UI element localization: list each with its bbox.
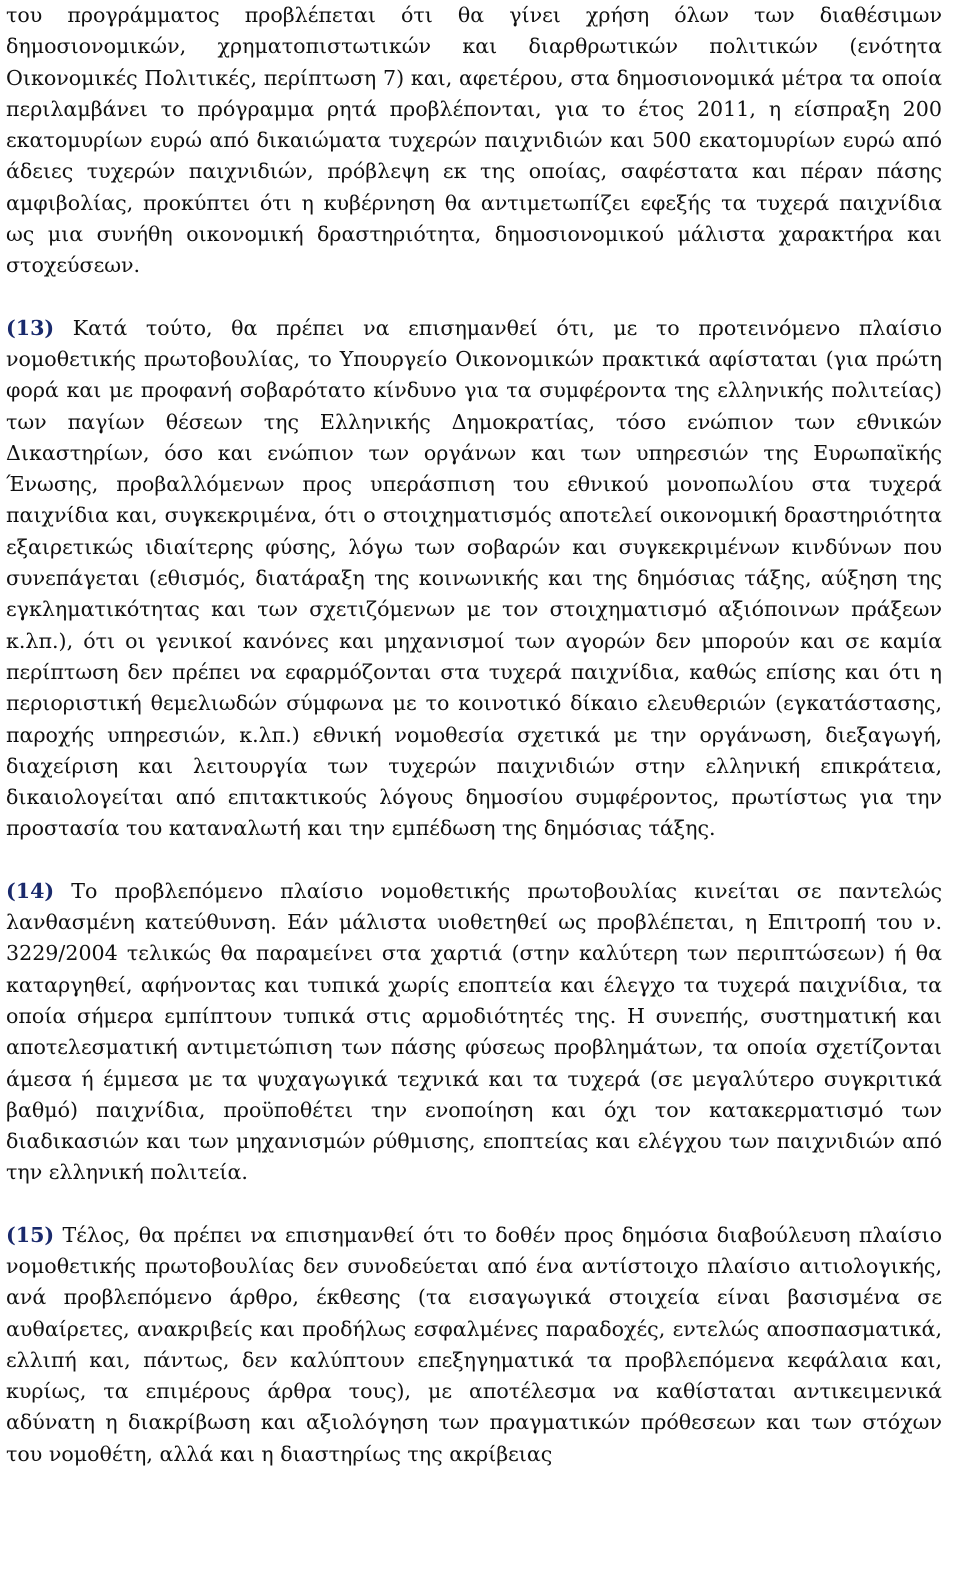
paragraph-text: Τέλος, θα πρέπει να επισημανθεί ότι το δοθέν προς δημόσια διαβούλευση πλαίσιο νομοθετικής πρωτοβουλίας δεν συνοδεύεται από ένα αντίστοιχο πλαίσιο αιτιολογικής, ανά προβλεπόμενο άρθρο, έκθεσης (τα εισαγωγικά στοιχεία είναι βασισμένα σε αυθαίρετες, ανακριβείς και προδήλως εσφαλμένες παραδοχές, εντελώς αποσπασματικά, ελλιπή και, πάντως, δεν καλύπτουν επεξηγηματικά τα προβλεπόμενα κεφάλαια και, κυρίως, τα επιμέρους άρθρα τους), με αποτέλεσμα να καθίσταται αντικειμενικά αδύνατη η διακρίβωση και αξιολόγηση των πραγματικών πρόθεσεων και των στόχων του νομοθέτη, αλλά και η διαστηρίως της ακρίβειας [6, 1222, 942, 1466]
paragraph-15 [6, 1220, 942, 1470]
paragraph-number: (15) [6, 1222, 55, 1247]
paragraph-13 [6, 313, 942, 845]
paragraph-text: Το προβλεπόμενο πλαίσιο νομοθετικής πρωτοβουλίας κινείται σε παντελώς λανθασμένη κατεύθυνση. Εάν μάλιστα υιοθετηθεί ως προβλέπεται, η Επιτροπή του ν. 3229/2004 τελικώς θα παραμείνει στα χαρτιά (στην καλύτερη των περιπτώσεων) ή θα καταργηθεί, αφήνοντας και τυπικά χωρίς εποπτεία και έλεγχο τα τυχερά παιχνίδια, τα οποία σήμερα εμπίπτουν τυπικά στις αρμοδιότητές της. Η συνεπής, συστηματική και αποτελεσματική αντιμετώπιση των πάσης φύσεως προβλημάτων, τα οποία σχετίζονται άμεσα ή έμμεσα με τα ψυχαγωγικά τεχνικά και τα τυχερά (σε μεγαλύτερο συγκριτικά βαθμό) παιχνίδια, προϋποθέτει την ενοποίηση και όχι τον κατακερματισμό των διαδικασιών και των μηχανισμών ρύθμισης, εποπτείας και ελέγχου των παιχνιδιών από την ελληνική πολιτεία. [6, 878, 942, 1185]
paragraph-text: του προγράμματος προβλέπεται ότι θα γίνει χρήση όλων των διαθέσιμων δημοσιονομικών, χρηματοπιστωτικών και διαρθρωτικών πολιτικών (ενότητα Οικονομικές Πολιτικές, περίπτωση 7) και, αφετέρου, στα δημοσιονομικά μέτρα τα οποία περιλαμβάνει το πρόγραμμα ρητά προβλέπονται, για το έτος 2011, η είσπραξη 200 εκατομυρίων ευρώ από δικαιώματα τυχερών παιχνιδιών και 500 εκατομυρίων ευρώ από άδειες τυχερών παιχνιδιών, πρόβλεψη εκ της οποίας, σαφέστατα και πέραν πάσης αμφιβολίας, προκύπτει ότι η κυβέρνηση θα αντιμετωπίζει εφεξής τα τυχερά παιχνίδια ως μια συνήθη οικονομική δραστηριότητα, δημοσιονομικού μάλιστα χαρακτήρα και στοχεύσεων. [6, 3, 942, 278]
paragraph-14 [6, 876, 942, 1189]
paragraph-number: (13) [6, 315, 55, 340]
document-page [6, 0, 942, 1470]
paragraph-text: Κατά τούτο, θα πρέπει να επισημανθεί ότι, με το προτεινόμενο πλαίσιο νομοθετικής πρωτοβουλίας, το Υπουργείο Οικονομικών πρακτικά αφίσταται (για πρώτη φορά και με προφανή σοβαρότατο κίνδυνο για τα συμφέροντα της ελληνικής πολιτείας) των παγίων θέσεων της Ελληνικής Δημοκρατίας, τόσο ενώπιον των εθνικών Δικαστηρίων, όσο και ενώπιον των οργάνων και των υπηρεσιών της Ευρωπαϊκής Ένωσης, προβαλλόμενων προς υπεράσπιση του εθνικού μονοπωλίου στα τυχερά παιχνίδια και, συγκεκριμένα, ότι ο στοιχηματισμός αποτελεί οικονομική δραστηριότητα εξαιρετικώς ιδιαίτερης φύσης, λόγω των σοβαρών και συγκεκριμένων κινδύνων που συνεπάγεται (εθισμός, διατάραξη της κοινωνικής και της δημόσιας τάξης, αύξηση της εγκληματικότητας και των σχετιζόμενων με τον στοιχηματισμό αξιόποινων πράξεων κ.λπ.), ότι οι γενικοί κανόνες και μηχανισμοί των αγορών δεν μπορούν και σε καμία περίπτωση δεν πρέπει να εφαρμόζονται στα τυχερά παιχνίδια, καθώς επίσης και ότι η περιοριστική θεμελιωδών σύμφωνα με το κοινοτικό δίκαιο ελευθεριών (εγκατάστασης, παροχής υπηρεσιών, κ.λπ.) εθνική νομοθεσία σχετικά με την οργάνωση, διεξαγωγή, διαχείριση και λειτουργία των τυχερών παιχνιδιών στην ελληνική επικράτεια, δικαιολογείται από επιτακτικούς λόγους δημοσίου συμφέροντος, πρωτίστως για την προστασία του καταναλωτή και την εμπέδωση της δημόσιας τάξης. [6, 315, 943, 841]
paragraph-number: (14) [6, 878, 55, 903]
paragraph-continued [6, 0, 942, 282]
